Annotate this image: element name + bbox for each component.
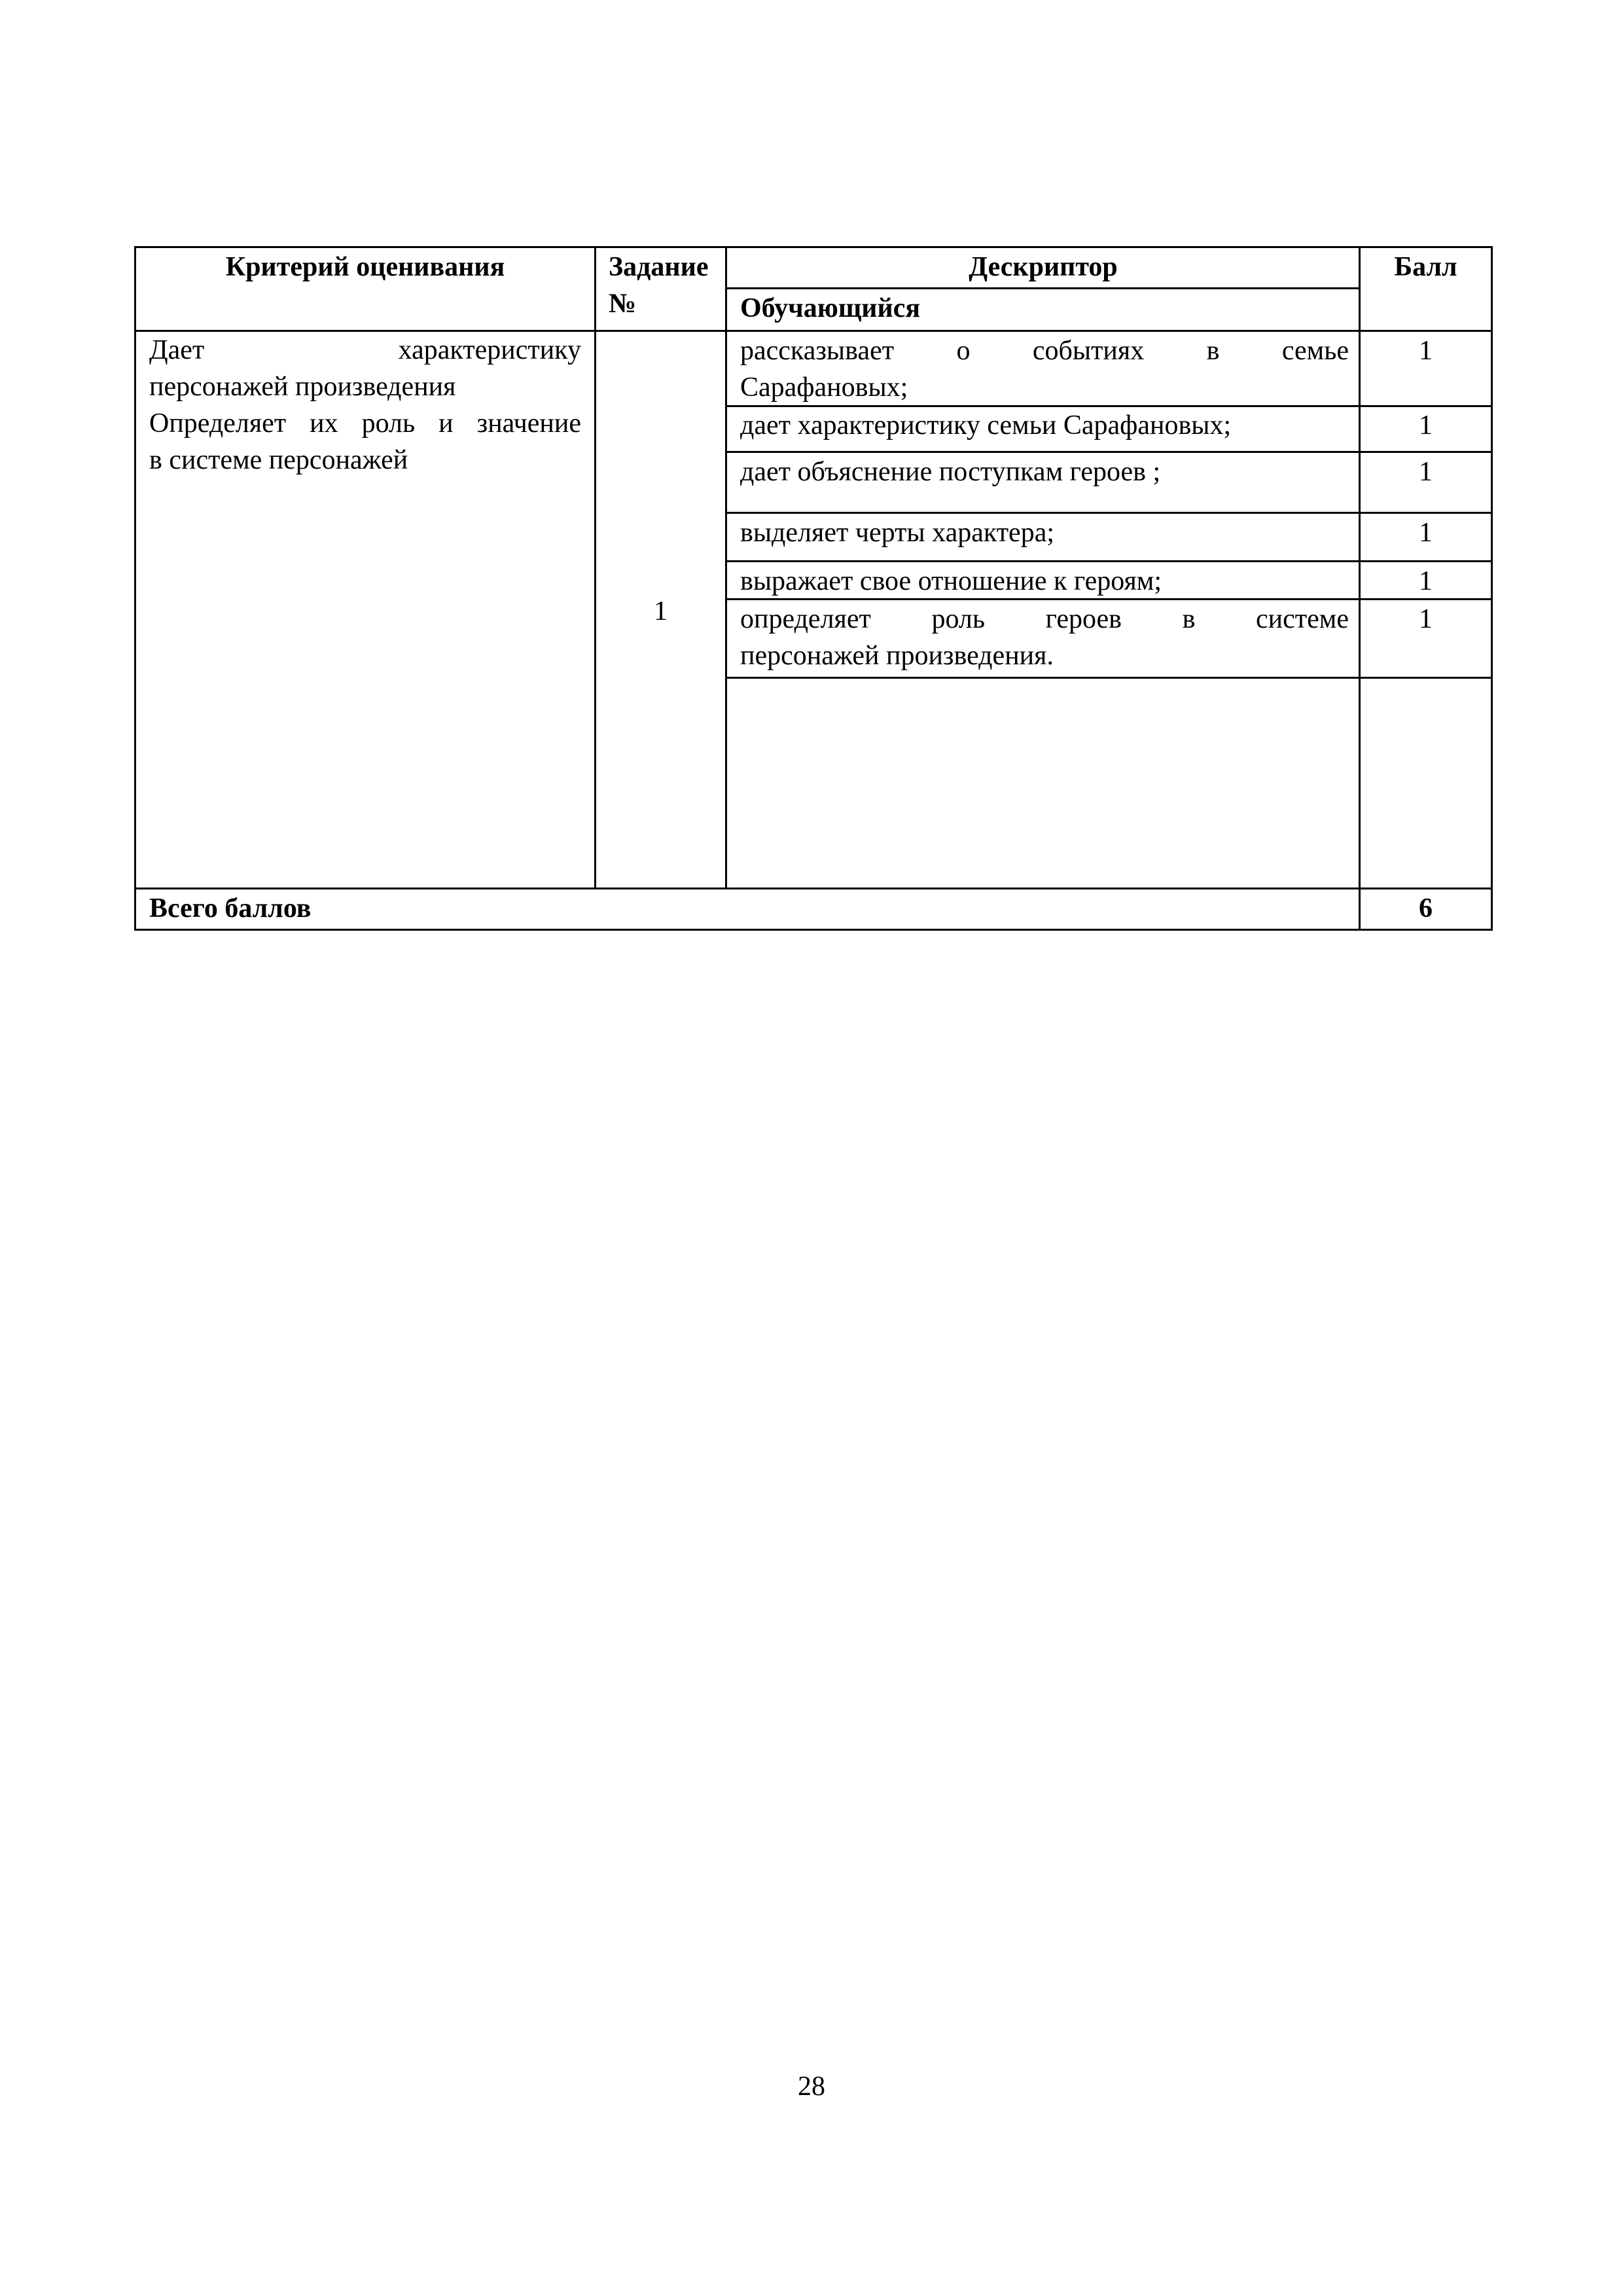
row-line-3 bbox=[726, 512, 1493, 514]
descriptor-row-6-line-1: определяет роль героев в системе bbox=[740, 604, 1349, 634]
descriptor-row-3: дает объяснение поступкам героев ; bbox=[740, 457, 1161, 487]
score-row-4: 1 bbox=[1419, 518, 1433, 548]
total-top-line bbox=[134, 888, 1493, 889]
score-row-3: 1 bbox=[1419, 457, 1433, 487]
table-border-top bbox=[134, 246, 1493, 248]
row-line-6 bbox=[726, 677, 1493, 679]
descriptor-row-2: дает характеристику семьи Сарафановых; bbox=[740, 410, 1232, 440]
descriptor-row-6-line-2: персонажей произведения. bbox=[740, 641, 1054, 671]
score-row-1: 1 bbox=[1419, 336, 1433, 366]
criterion-line-1-word-2: характеристику bbox=[398, 335, 581, 365]
table-border-bottom bbox=[134, 929, 1493, 931]
criterion-cell bbox=[149, 332, 581, 478]
descriptor-row-1 bbox=[740, 332, 1349, 406]
header-score: Балл bbox=[1394, 252, 1457, 282]
row-line-4 bbox=[726, 560, 1493, 562]
page-number: 28 bbox=[798, 2072, 825, 2102]
header-student: Обучающийся bbox=[740, 293, 921, 323]
header-criterion: Критерий оценивания bbox=[225, 252, 505, 282]
descriptor-row-1-line-1: рассказывает о событиях в семье bbox=[740, 336, 1349, 366]
table-border-left bbox=[134, 246, 136, 931]
table-border-right bbox=[1491, 246, 1493, 931]
criterion-line-3: Определяет их роль и значение bbox=[149, 408, 581, 439]
criterion-line-2: персонажей произведения bbox=[149, 372, 456, 402]
descriptor-row-5: выражает свое отношение к героям; bbox=[740, 566, 1162, 596]
total-label: Всего баллов bbox=[149, 893, 312, 924]
score-row-6: 1 bbox=[1419, 604, 1433, 634]
score-row-2: 1 bbox=[1419, 410, 1433, 440]
score-row-5: 1 bbox=[1419, 566, 1433, 596]
criterion-line-1 bbox=[149, 332, 581, 368]
total-value: 6 bbox=[1419, 893, 1433, 924]
header-task: Задание № bbox=[609, 252, 709, 319]
column-line-criterion bbox=[594, 246, 596, 889]
header-descriptor: Дескриптор bbox=[969, 252, 1118, 282]
descriptor-row-4: выделяет черты характера; bbox=[740, 518, 1055, 548]
header-split-line bbox=[726, 287, 1360, 289]
criterion-line-1-word-1: Дает bbox=[149, 335, 205, 365]
criterion-line-4: в системе персонажей bbox=[149, 445, 408, 475]
task-number: 1 bbox=[654, 596, 668, 626]
column-line-task bbox=[725, 246, 727, 889]
descriptor-row-1-line-2: Сарафановых; bbox=[740, 372, 908, 403]
row-line-2 bbox=[726, 451, 1493, 453]
descriptor-row-6 bbox=[740, 601, 1349, 674]
